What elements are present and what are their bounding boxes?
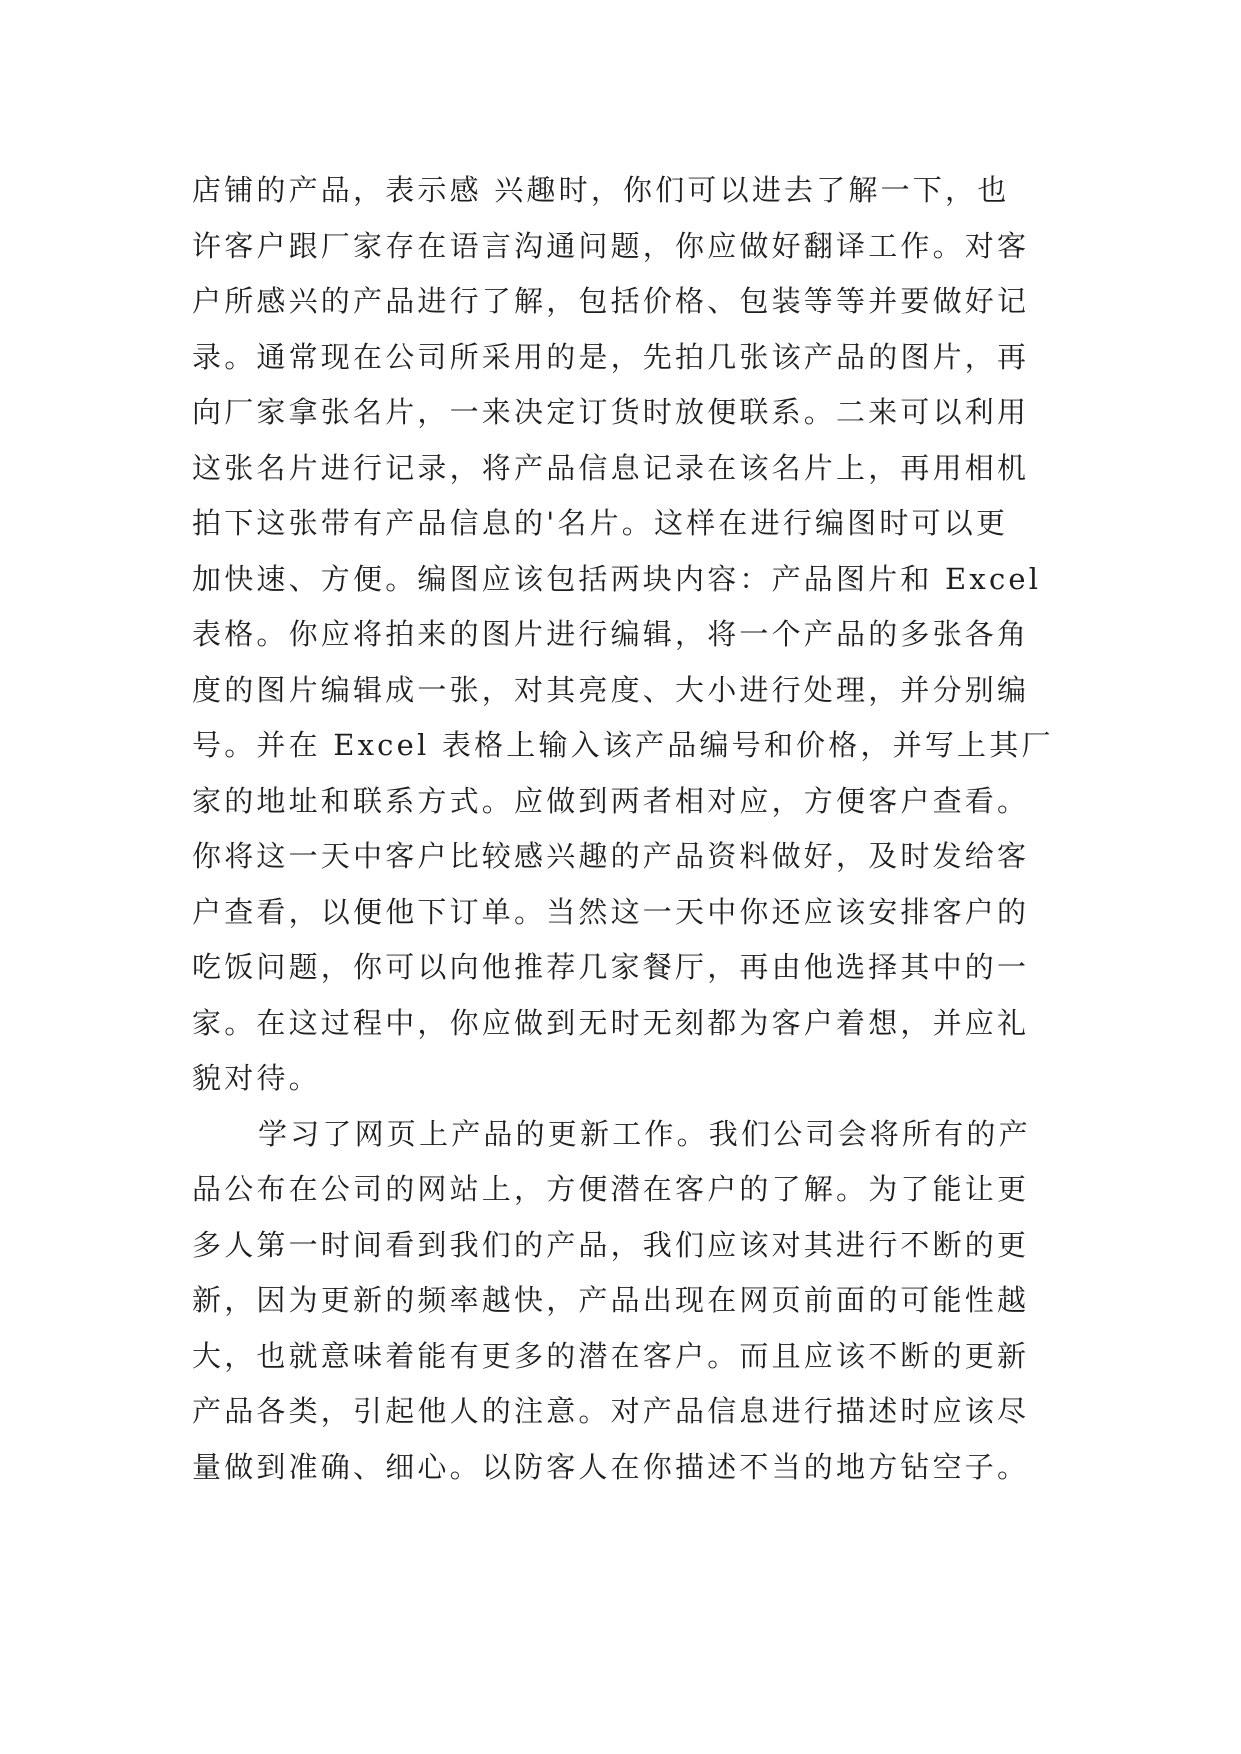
text-line: 量做到准确、细心。以防客人在你描述不当的地方钻空子。 bbox=[192, 1449, 1030, 1484]
text-line: 品公布在公司的网站上，方便潜在客户的了解。为了能让更 bbox=[192, 1172, 1030, 1206]
text-line: 户查看，以便他下订单。当然这一天中你还应该安排客户的 bbox=[192, 894, 1030, 929]
text-line: 产品各类，引起他人的注意。对产品信息进行描述时应该尽 bbox=[192, 1394, 1030, 1428]
text-line: 许客户跟厂家存在语言沟通问题，你应做好翻译工作。对客 bbox=[192, 228, 1030, 263]
text-line: 你将这一天中客户比较感兴趣的产品资料做好，及时发给客 bbox=[192, 839, 1030, 873]
paragraph-1 bbox=[192, 163, 1072, 1107]
text-line: 这张名片进行记录，将产品信息记录在该名片上，再用相机 bbox=[192, 450, 1030, 485]
text-line: 户所感兴的产品进行了解，包括价格、包装等等并要做好记 bbox=[192, 284, 1030, 318]
text-line: 家。在这过程中，你应做到无时无刻都为客户着想，并应礼 bbox=[192, 1005, 1030, 1040]
text-line: 加快速、方便。编图应该包括两块内容：产品图片和 Excel bbox=[192, 561, 1042, 596]
text-line: 学习了网页上产品的更新工作。我们公司会将所有的产 bbox=[258, 1116, 1031, 1151]
paragraph-2 bbox=[192, 1107, 1072, 1496]
document-body bbox=[192, 163, 1072, 1495]
text-line: 拍下这张带有产品信息的'名片。这样在进行编图时可以更 bbox=[192, 506, 1009, 540]
text-line: 貌对待。 bbox=[192, 1061, 321, 1095]
text-line: 新，因为更新的频率越快，产品出现在网页前面的可能性越 bbox=[192, 1283, 1030, 1317]
text-line: 度的图片编辑成一张，对其亮度、大小进行处理，并分别编 bbox=[192, 672, 1030, 707]
text-line: 店铺的产品，表示感 兴趣时，你们可以进去了解一下，也 bbox=[192, 173, 1010, 207]
text-line: 大，也就意味着能有更多的潜在客户。而且应该不断的更新 bbox=[192, 1338, 1030, 1373]
text-line: 录。通常现在公司所采用的是，先拍几张该产品的图片，再 bbox=[192, 339, 1030, 374]
text-line: 表格。你应将拍来的图片进行编辑，将一个产品的多张各角 bbox=[192, 617, 1030, 651]
text-line: 向厂家拿张名片，一来决定订货时放便联系。二来可以利用 bbox=[192, 395, 1030, 429]
text-line: 多人第一时间看到我们的产品，我们应该对其进行不断的更 bbox=[192, 1227, 1030, 1262]
text-line: 家的地址和联系方式。应做到两者相对应，方便客户查看。 bbox=[192, 783, 1030, 818]
text-line: 号。并在 Excel 表格上输入该产品编号和价格，并写上其厂 bbox=[192, 728, 1054, 762]
text-line: 吃饭问题，你可以向他推荐几家餐厅，再由他选择其中的一 bbox=[192, 950, 1030, 984]
